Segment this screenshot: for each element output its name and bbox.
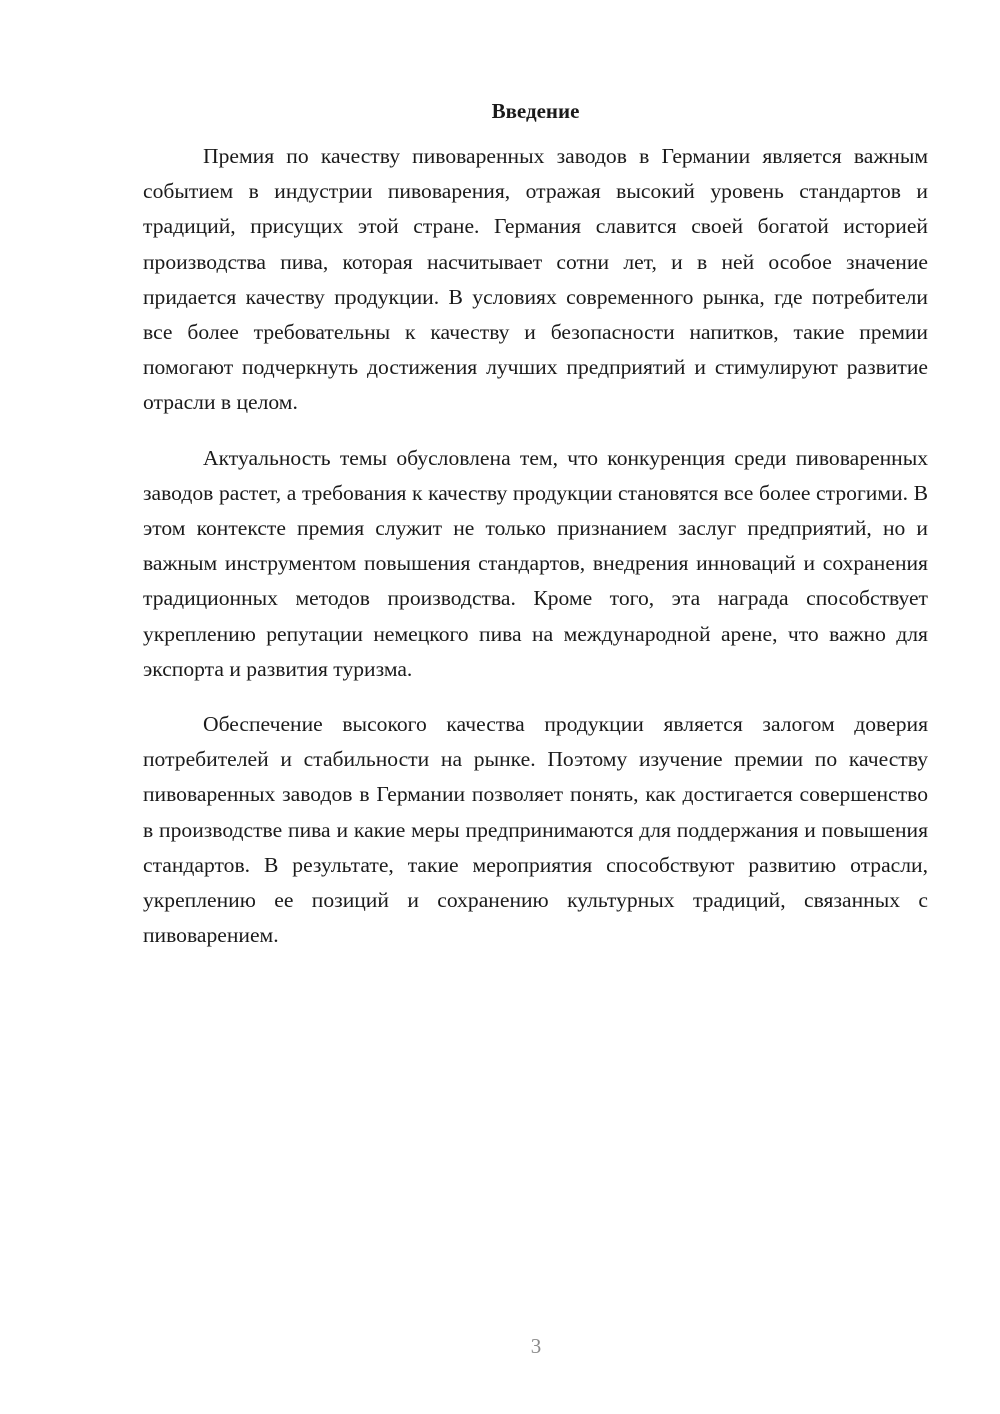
page-content	[143, 96, 928, 973]
page-number: 3	[530, 1334, 542, 1358]
paragraph-quality: Обеспечение высокого качества продукции является залогом доверия потребителей и стабильности на рынке. Поэтому изучение премии по качеству пивоваренных заводов в Германии позволяет понять, как достигается совершенство в производстве пива и какие меры предпринимаются для поддержания и повышения стандартов. В результате, такие мероприятия способствуют развитию отрасли, укреплению ее позиций и сохранению культурных традиций, связанных с пивоварением.	[143, 712, 928, 948]
paragraph-relevance: Актуальность темы обусловлена тем, что конкуренция среди пивоваренных заводов растет, а требования к качеству продукции становятся все более строгими. В этом контексте премия служит не только признанием заслуг предприятий, но и важным инструментом повышения стандартов, внедрения инноваций и сохранения традиционных методов производства. Кроме того, эта награда способствует укреплению репутации немецкого пива на международной арене, что важно для экспорта и развития туризма.	[143, 445, 928, 681]
section-heading: Введение	[491, 99, 580, 123]
paragraph-introduction: Премия по качеству пивоваренных заводов в Германии является важным событием в индустрии пивоварения, отражая высокий уровень стандартов и традиций, присущих этой стране. Германия славится своей богатой историей производства пива, которая насчитывает сотни лет, и в ней особое значение придается качеству продукции. В условиях современного рынка, где потребители все более требовательны к качеству и безопасности напитков, такие премии помогают подчеркнуть достижения лучших предприятий и стимулируют развитие отрасли в целом.	[143, 144, 928, 415]
